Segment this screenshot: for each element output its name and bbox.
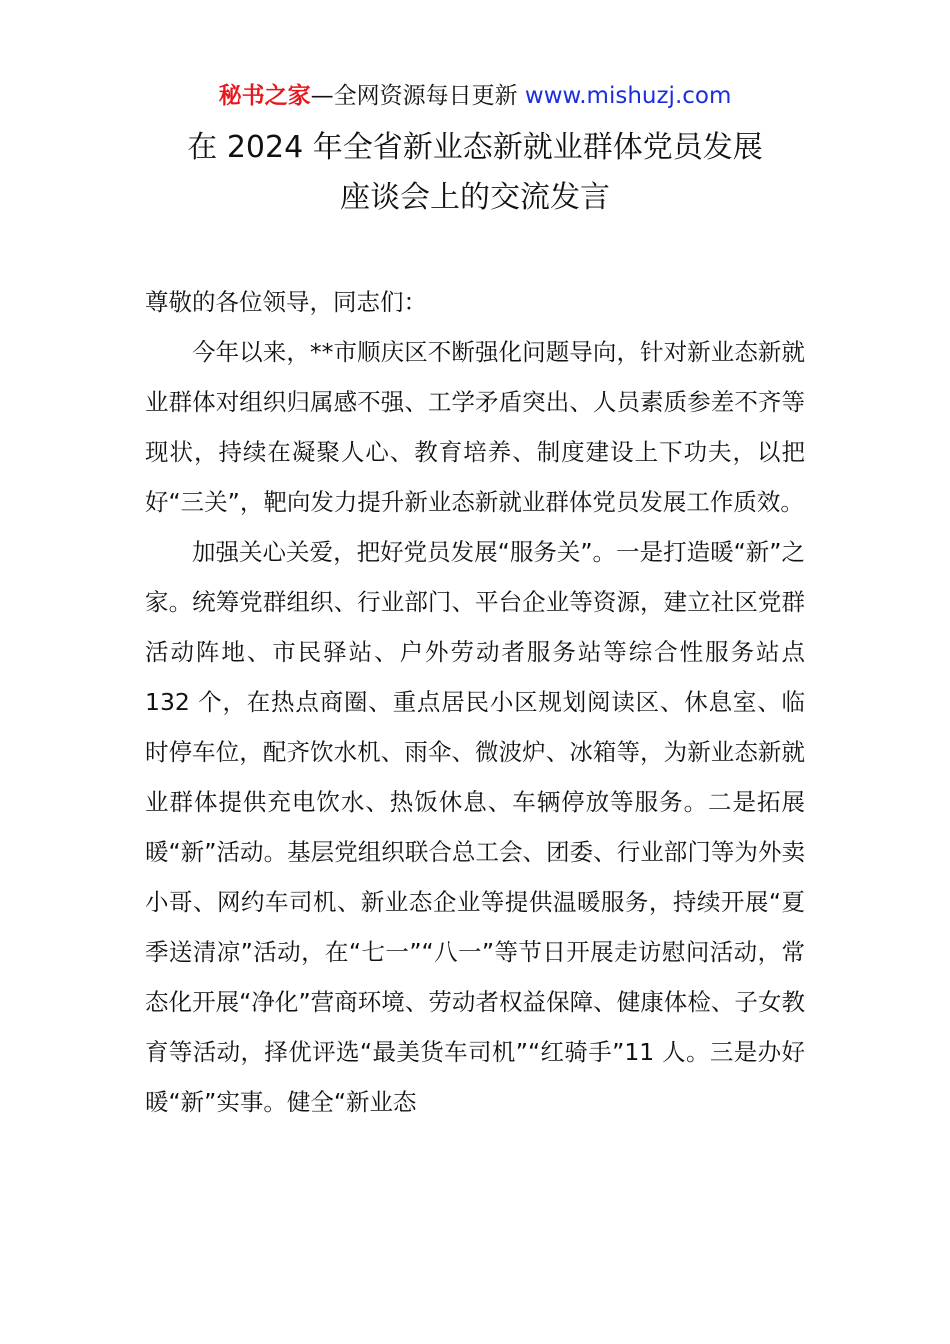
document-body	[145, 277, 805, 1127]
document-title-line-2: 座谈会上的交流发言	[340, 180, 610, 215]
body-paragraph-2: 加强关心关爱，把好党员发展“服务关”。一是打造暖“新”之家。统筹党群组织、行业部门、平台企业等资源，建立社区党群活动阵地、市民驿站、户外劳动者服务站等综合性服务站点 132 个，在热点商圈、重点居民小区规划阅读区、休息室、临时停车位，配齐饮水机、雨伞、微波炉、冰箱等，为新业态新就业群体提供充电饮水、热饭休息、车辆停放等服务。二是拓展暖“新”活动。基层党组织联合总工会、团委、行业部门等为外卖小哥、网约车司机、新业态企业等提供温暖服务，持续开展“夏季送清凉”活动，在“七一”“八一”等节日开展走访慰问活动，常态化开展“净化”营商环境、劳动者权益保障、健康体检、子女教育等活动，择优评选“最美货车司机”“红骑手”11 人。三是办好暖“新”实事。健全“新业态	[145, 538, 805, 1116]
site-header	[0, 80, 950, 112]
salutation: 尊敬的各位领导，同志们：	[145, 288, 427, 316]
site-slogan: —全网资源每日更新	[310, 83, 518, 109]
body-paragraph-1: 今年以来，**市顺庆区不断强化问题导向，针对新业态新就业群体对组织归属感不强、工学矛盾突出、人员素质参差不齐等现状，持续在凝聚人心、教育培养、制度建设上下功夫，以把好“三关”，靶向发力提升新业态新就业群体党员发展工作质效。	[145, 338, 805, 516]
brand-name: 秘书之家	[218, 83, 311, 109]
document-title-line-1: 在 2024 年全省新业态新就业群体党员发展	[187, 130, 763, 165]
site-url-link[interactable]: www.mishuzj.com	[524, 83, 732, 109]
